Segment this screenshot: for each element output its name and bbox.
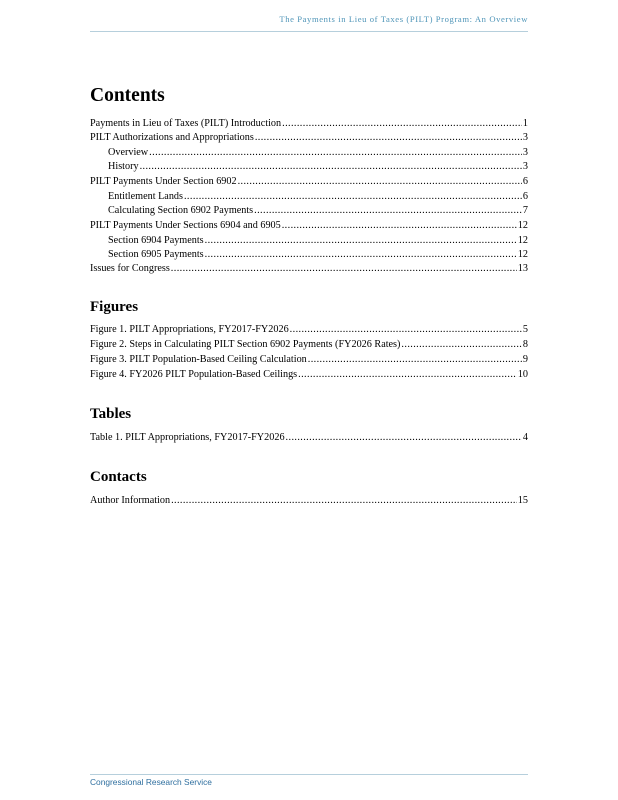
toc-entry-page: 8 xyxy=(522,339,528,350)
toc-entry-figure-4[interactable] xyxy=(90,368,528,381)
toc-entry-table-1[interactable] xyxy=(90,431,528,444)
toc-entry-issues-for-congress[interactable] xyxy=(90,262,528,275)
toc-entry-page: 9 xyxy=(522,354,528,365)
footer-rule xyxy=(90,774,528,775)
dot-leader xyxy=(171,494,517,507)
contacts-heading: Contacts xyxy=(90,469,147,485)
toc-entry-label: Figure 2. Steps in Calculating PILT Section 6902 Payments (FY2026 Rates) xyxy=(90,339,401,350)
toc-entry-page: 4 xyxy=(522,432,528,443)
figures-heading: Figures xyxy=(90,299,139,315)
toc-entry-page: 5 xyxy=(522,324,528,335)
toc-entry-pilt-introduction[interactable] xyxy=(90,117,528,130)
dot-leader xyxy=(286,431,522,444)
dot-leader xyxy=(282,117,522,130)
toc-entry-page: 12 xyxy=(517,220,528,231)
toc-entry-page: 10 xyxy=(517,369,528,380)
toc-entry-page: 12 xyxy=(517,235,528,246)
toc-entry-label: History xyxy=(108,161,139,172)
toc-entry-label: Issues for Congress xyxy=(90,263,170,274)
toc-entry-entitlement-lands[interactable] xyxy=(90,190,528,203)
toc-entry-figure-3[interactable] xyxy=(90,353,528,366)
dot-leader xyxy=(282,219,517,232)
header-rule xyxy=(90,31,528,32)
dot-leader xyxy=(205,234,517,247)
toc-entry-page: 6 xyxy=(522,191,528,202)
toc-entry-label: Figure 4. FY2026 PILT Population-Based Ceilings xyxy=(90,369,298,380)
dot-leader xyxy=(149,146,522,159)
toc-entry-section-6902[interactable] xyxy=(90,175,528,188)
toc-entry-label: Payments in Lieu of Taxes (PILT) Introduction xyxy=(90,118,282,129)
toc-entry-label: PILT Payments Under Sections 6904 and 6905 xyxy=(90,220,281,231)
dot-leader xyxy=(238,175,522,188)
toc-entry-label: PILT Payments Under Section 6902 xyxy=(90,176,237,187)
dot-leader xyxy=(205,248,517,261)
toc-entry-page: 13 xyxy=(517,263,528,274)
toc-entry-label: Section 6904 Payments xyxy=(108,235,204,246)
toc-entry-section-6904[interactable] xyxy=(90,234,528,247)
dot-leader xyxy=(254,204,522,217)
toc-entry-label: Figure 1. PILT Appropriations, FY2017-FY2026 xyxy=(90,324,289,335)
toc-entry-label: Calculating Section 6902 Payments xyxy=(108,205,254,216)
toc-entry-page: 6 xyxy=(522,176,528,187)
toc-entry-figure-2[interactable] xyxy=(90,338,528,351)
dot-leader xyxy=(255,131,522,144)
dot-leader xyxy=(308,353,522,366)
tables-heading: Tables xyxy=(90,406,132,422)
dot-leader xyxy=(171,262,517,275)
toc-entry-label: Overview xyxy=(108,147,149,158)
footer-source: Congressional Research Service xyxy=(90,777,212,787)
toc-entry-overview[interactable] xyxy=(90,146,528,159)
toc-entry-page: 3 xyxy=(522,132,528,143)
dot-leader xyxy=(401,338,521,351)
toc-entry-sections-6904-6905[interactable] xyxy=(90,219,528,232)
toc-entry-page: 3 xyxy=(522,161,528,172)
toc-entry-calculating-6902[interactable] xyxy=(90,204,528,217)
toc-entry-authorizations[interactable] xyxy=(90,131,528,144)
dot-leader xyxy=(298,368,517,381)
toc-entry-label: Figure 3. PILT Population-Based Ceiling Calculation xyxy=(90,354,307,365)
toc-entry-label: Section 6905 Payments xyxy=(108,249,204,260)
toc-entry-page: 12 xyxy=(517,249,528,260)
toc-entry-history[interactable] xyxy=(90,160,528,173)
toc-entry-label: Author Information xyxy=(90,495,171,506)
toc-entry-page: 15 xyxy=(517,495,528,506)
dot-leader xyxy=(140,160,522,173)
toc-entry-label: Entitlement Lands xyxy=(108,191,183,202)
dot-leader xyxy=(184,190,522,203)
toc-entry-section-6905[interactable] xyxy=(90,248,528,261)
toc-entry-label: PILT Authorizations and Appropriations xyxy=(90,132,254,143)
running-header: The Payments in Lieu of Taxes (PILT) Program: An Overview xyxy=(279,14,528,24)
toc-entry-figure-1[interactable] xyxy=(90,323,528,336)
dot-leader xyxy=(290,323,522,336)
toc-entry-page: 3 xyxy=(522,147,528,158)
toc-entry-label: Table 1. PILT Appropriations, FY2017-FY2026 xyxy=(90,432,285,443)
toc-entry-page: 1 xyxy=(522,118,528,129)
toc-entry-page: 7 xyxy=(522,205,528,216)
toc-entry-author-information[interactable] xyxy=(90,494,528,507)
contents-heading: Contents xyxy=(90,85,165,106)
